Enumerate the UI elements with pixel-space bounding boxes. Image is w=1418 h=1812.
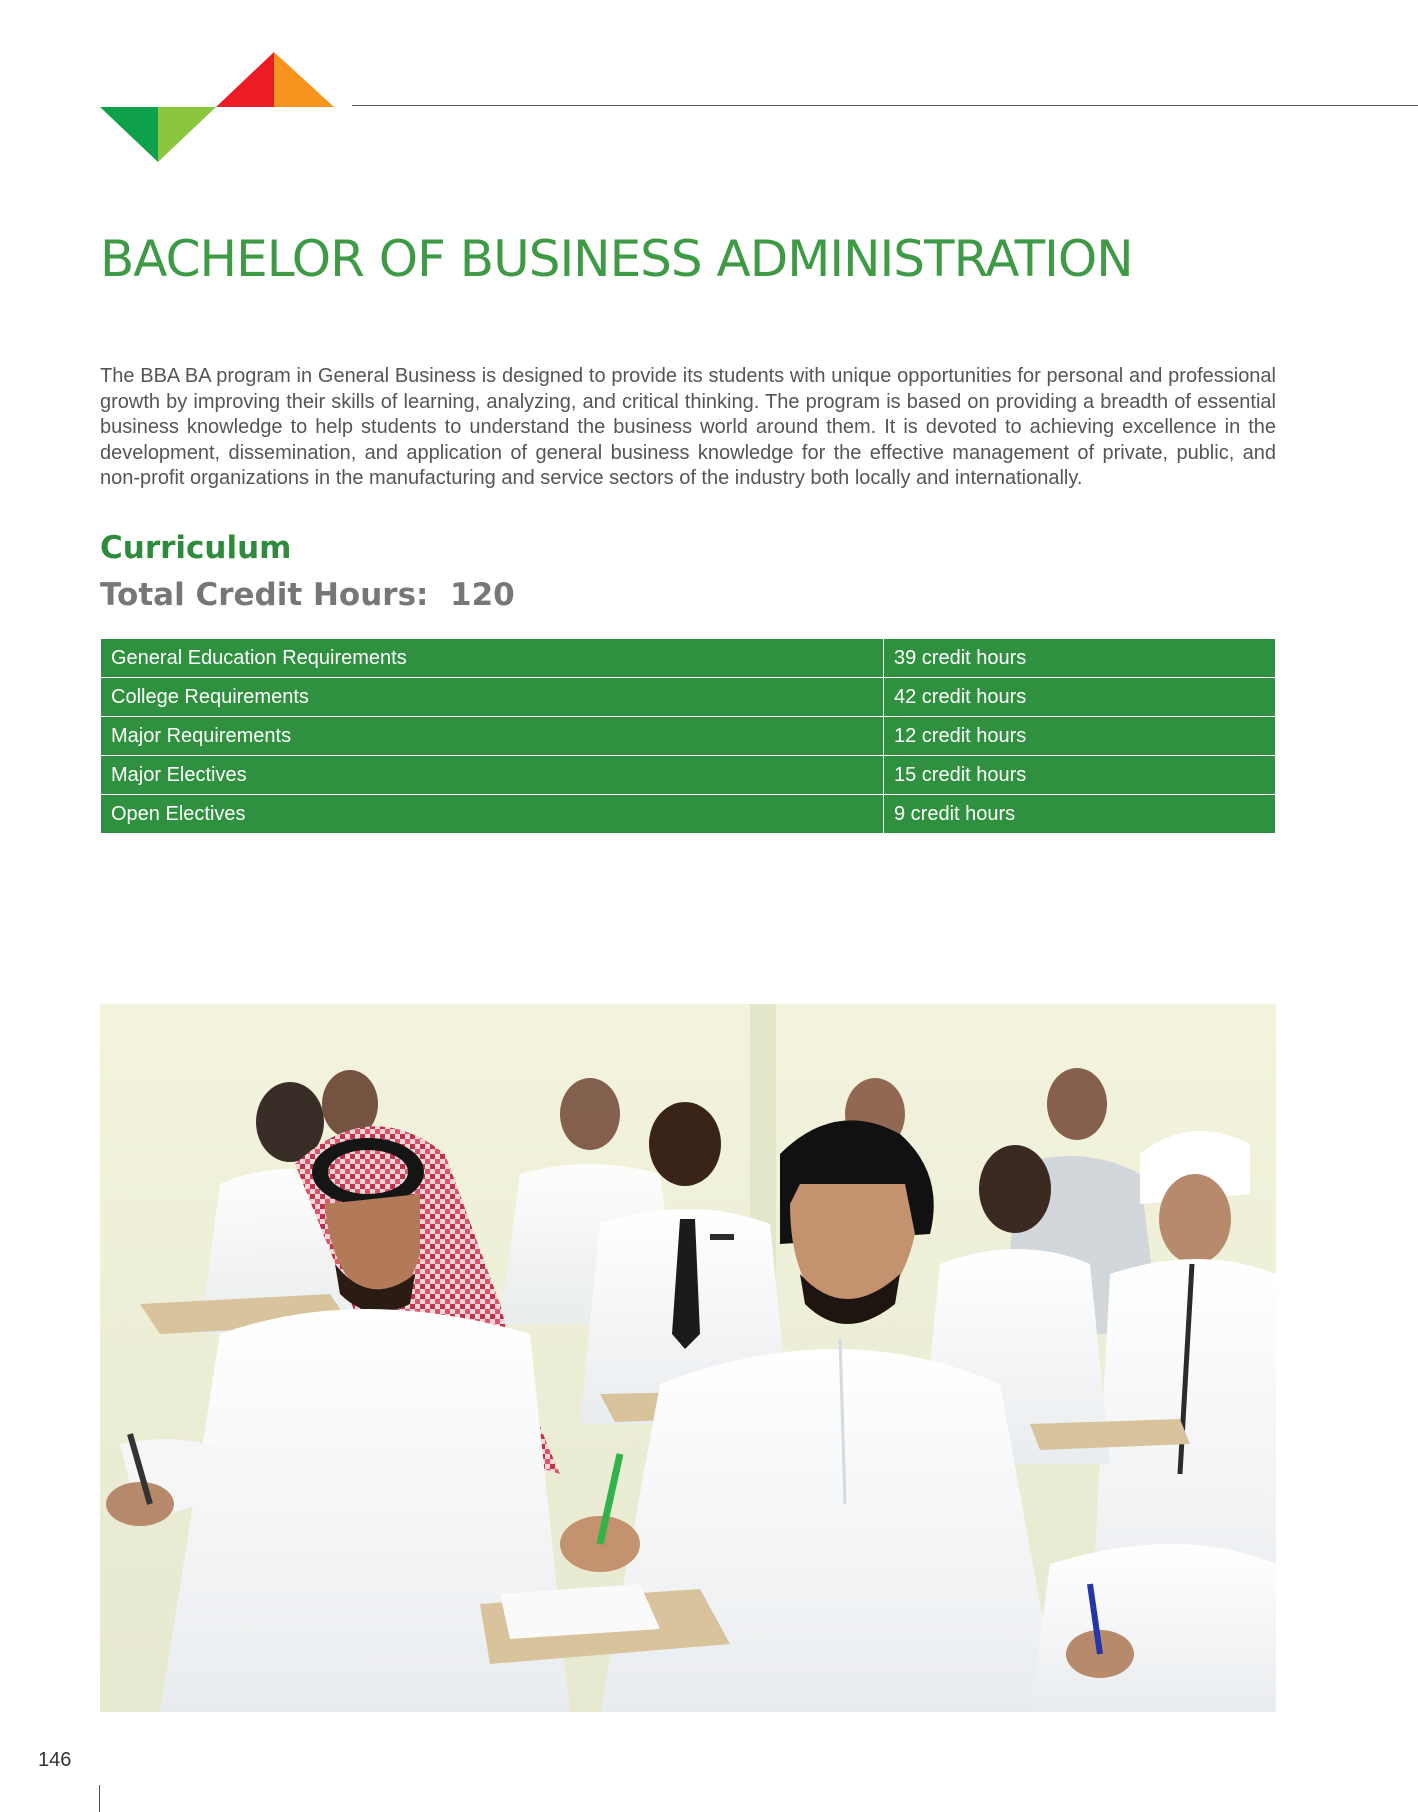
- curriculum-table: [100, 638, 1276, 834]
- requirement-name: College Requirements: [101, 678, 884, 717]
- table-row: [101, 717, 1276, 756]
- table-row: [101, 678, 1276, 717]
- logo: [100, 50, 340, 162]
- logo-triangle-red: [216, 52, 274, 107]
- logo-triangle-light-green: [158, 107, 216, 162]
- classroom-photo: [100, 1004, 1276, 1712]
- table-row: [101, 639, 1276, 678]
- requirement-name: Open Electives: [101, 795, 884, 834]
- requirement-name: General Education Requirements: [101, 639, 884, 678]
- total-credit-hours: Total Credit Hours: 120: [100, 577, 515, 613]
- classroom-photo-illustration: [100, 1004, 1276, 1712]
- requirement-name: Major Requirements: [101, 717, 884, 756]
- program-description: The BBA BA program in General Business is designed to provide its students with unique opportunities for personal and professional growth by improving their skills of learning, analyzing, and critical thinking. The program is based on providing a breadth of essential business knowledge to help students to understand the business world around them. It is devoted to achieving excellence in the development, dissemination, and application of general business knowledge for the effective management of private, public, and non-profit organizations in the manufacturing and service sectors of the industry both locally and internationally.: [100, 365, 1276, 490]
- logo-triangle-orange: [274, 52, 334, 107]
- requirement-credits: 39 credit hours: [884, 639, 1276, 678]
- table-row: [101, 795, 1276, 834]
- header-rule: [352, 105, 1418, 106]
- requirement-name: Major Electives: [101, 756, 884, 795]
- footer-rule: [99, 1785, 100, 1812]
- curriculum-heading: Curriculum: [100, 530, 292, 566]
- page-number: 146: [38, 1749, 72, 1771]
- requirement-credits: 9 credit hours: [884, 795, 1276, 834]
- requirement-credits: 12 credit hours: [884, 717, 1276, 756]
- table-row: [101, 756, 1276, 795]
- page-title: BACHELOR OF BUSINESS ADMINISTRATION: [100, 230, 1133, 288]
- logo-triangle-dark-green: [100, 107, 158, 162]
- requirement-credits: 42 credit hours: [884, 678, 1276, 717]
- requirement-credits: 15 credit hours: [884, 756, 1276, 795]
